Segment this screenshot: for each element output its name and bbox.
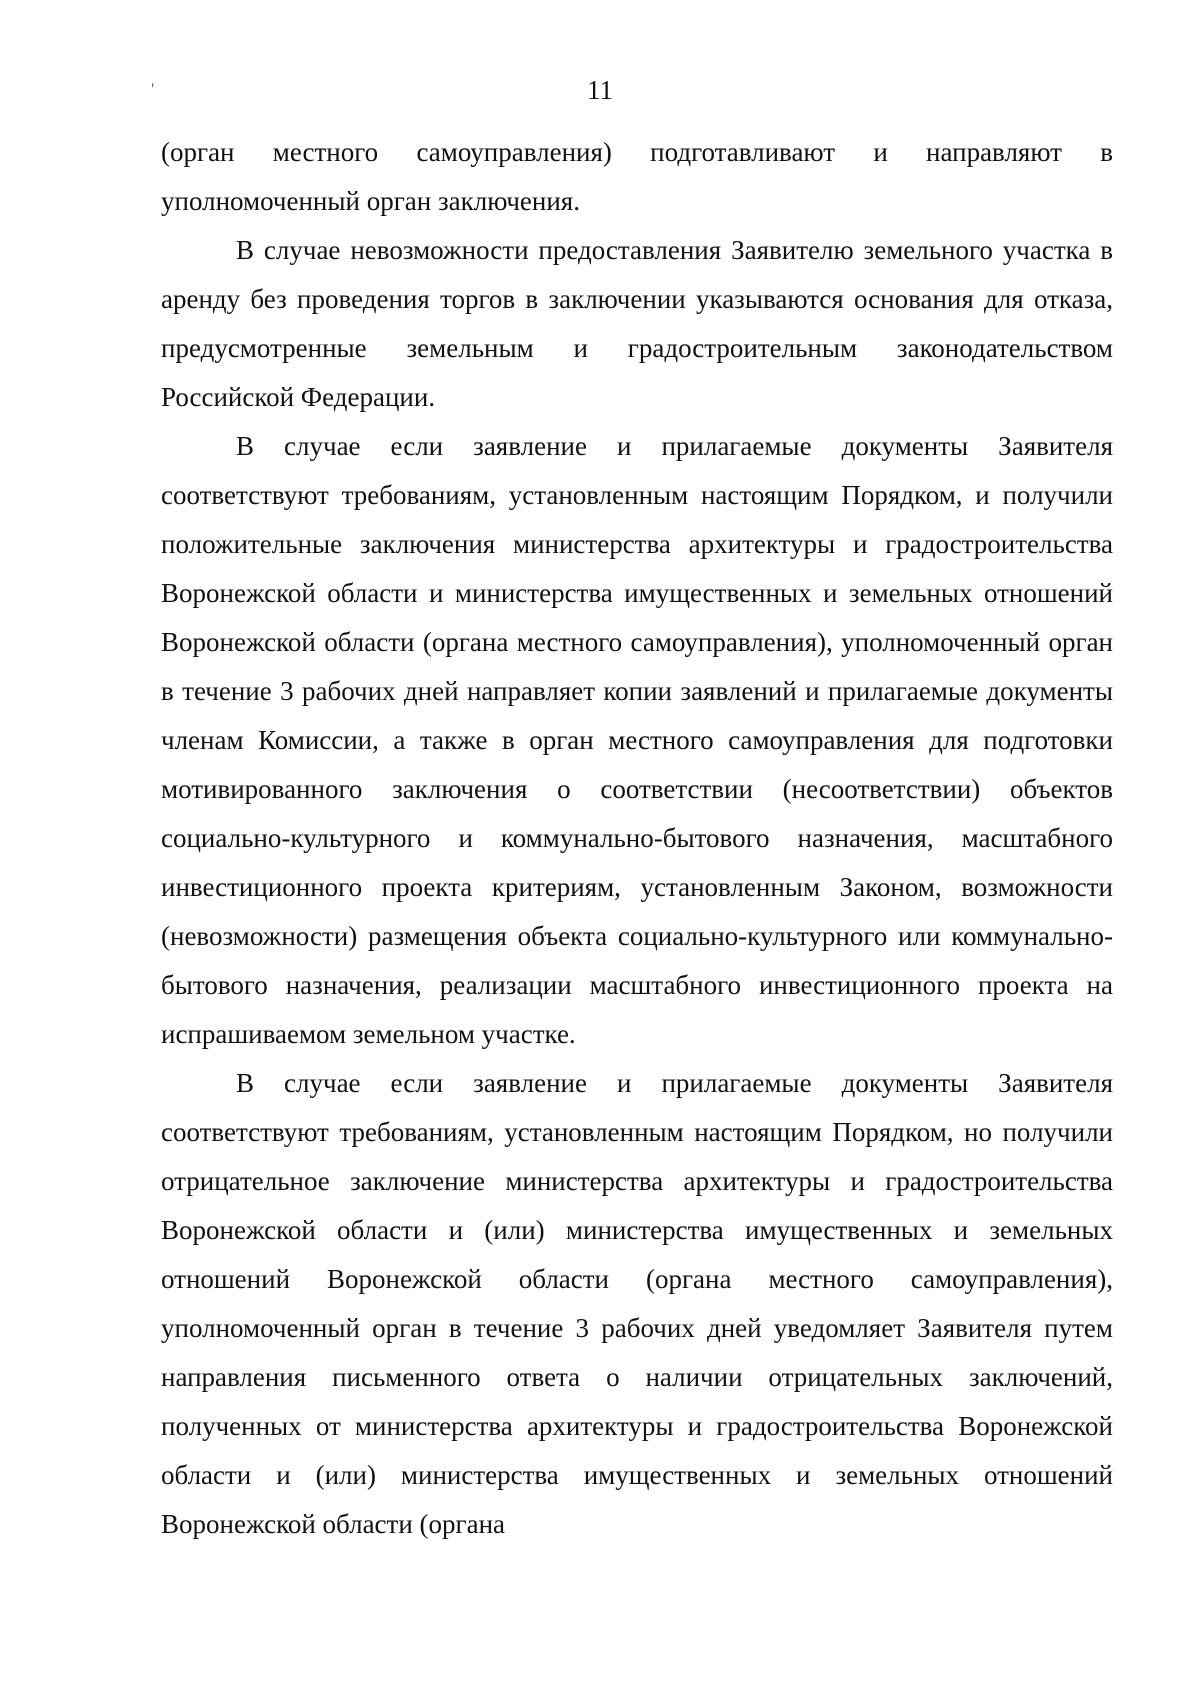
corner-mark: '	[150, 81, 154, 98]
body-text	[161, 128, 1113, 1549]
paragraph-1: (орган местного самоуправления) подготавливают и направляют в уполномоченный орган заключения.	[161, 137, 1113, 216]
paragraph-2: В случае невозможности предоставления Заявителю земельного участка в аренду без проведения торгов в заключении указываются основания для отказа, предусмотренные земельным и градостроительным законодательством Российской Федерации.	[161, 235, 1113, 412]
paragraph-3: В случае если заявление и прилагаемые документы Заявителя соответствуют требованиям, установленным настоящим Порядком, и получили положительные заключения министерства архитектуры и градостроительства Воронежской области и министерства имущественных и земельных отношений Воронежской области (органа местного самоуправления), уполномоченный орган в течение 3 рабочих дней направляет копии заявлений и прилагаемые документы членам Комиссии, а также в орган местного самоуправления для подготовки мотивированного заключения о соответствии (несоответствии) объектов социально-культурного и коммунально-бытового назначения, масштабного инвестиционного проекта критериям, установленным Законом, возможности (невозможности) размещения объекта социально-культурного или коммунально-бытового назначения, реализации масштабного инвестиционного проекта на испрашиваемом земельном участке.	[161, 431, 1113, 1049]
page-number: 11	[587, 75, 613, 105]
paragraph-4: В случае если заявление и прилагаемые документы Заявителя соответствуют требованиям, установленным настоящим Порядком, но получили отрицательное заключение министерства архитектуры и градостроительства Воронежской области и (или) министерства имущественных и земельных отношений Воронежской области (органа местного самоуправления), уполномоченный орган в течение 3 рабочих дней уведомляет Заявителя путем направления письменного ответа о наличии отрицательных заключений, полученных от министерства архитектуры и градостроительства Воронежской области и (или) министерства имущественных и земельных отношений Воронежской области (органа	[161, 1068, 1113, 1539]
